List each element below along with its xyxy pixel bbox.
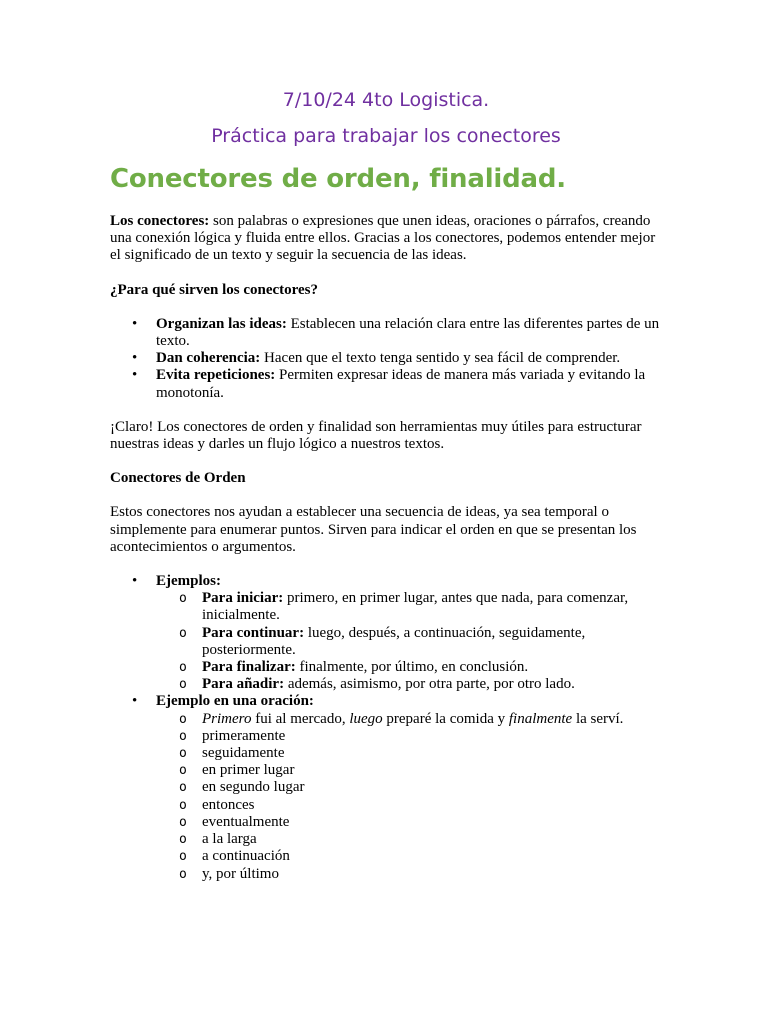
intro-text: son palabras o expresiones que unen ideas, oraciones o párrafos, creando una conexión lógica y fluida entre ellos. Gracias a los conectores, podemos entender mejor el significado de un texto y seguir la secuencia de las ideas. [110,213,656,264]
list-item: o y, por último [202,866,662,883]
list-item [156,573,662,693]
list-item [156,693,662,882]
list-item: o a continuación [202,848,662,865]
list-item: o primeramente [202,728,662,745]
item-term: Para finalizar: [202,659,296,676]
list-item: o entonces [202,797,662,814]
purpose-heading [110,282,662,299]
order-paragraph: Estos conectores nos ayudan a establecer una secuencia de ideas, ya sea temporal o simplemente para enumerar puntos. Sirven para indicar el orden en que se presentan los acontecimientos o argumentos. [110,504,637,555]
item-term: Para iniciar: [202,590,284,607]
examples-label: Ejemplos: [156,573,221,590]
list-item: o seguidamente [202,745,662,762]
item-term: Para continuar: [202,624,305,641]
connector-word: finalmente [508,710,573,727]
sentence-text: preparé la comida y [382,710,509,727]
sentence-text: fui al mercado, [251,710,350,727]
connector-word: luego [349,710,383,727]
list-item [202,676,662,693]
item-term: Dan coherencia: [156,350,261,367]
item-term: Para añadir: [202,676,285,693]
list-item [156,367,662,401]
order-heading-text: Conectores de Orden [110,470,246,487]
date-course-line: 7/10/24 4to Logistica. [282,89,490,111]
list-item [156,316,662,350]
list-item [202,659,662,676]
purpose-list [110,316,662,402]
order-examples-list [110,573,662,883]
connector-word: Primero [202,710,252,727]
claro-paragraph: ¡Claro! Los conectores de orden y finalidad son herramientas muy útiles para estructurar nuestras ideas y darles un flujo lógico a nuestros textos. [110,418,642,453]
sentence-text: la serví. [572,710,624,727]
sentence-example-label: Ejemplo en una oración: [156,693,314,710]
item-text: luego, después, a continuación, seguidamente, posteriormente. [202,624,586,658]
list-item: o a la larga [202,831,662,848]
example-sentence [202,711,662,728]
item-text: Permiten expresar ideas de manera más variada y evitando la monotonía. [156,367,646,401]
item-term: Organizan las ideas: [156,315,287,332]
list-item [202,590,662,624]
purpose-heading-text: ¿Para qué sirven los conectores? [110,281,319,298]
intro-term: Los conectores: [110,213,210,229]
document-subtitle: Práctica para trabajar los conectores [211,125,561,147]
list-item: o en segundo lugar [202,779,662,796]
examples-sublist [156,590,662,693]
page-title: Conectores de orden, finalidad. [110,164,566,194]
item-text: Establecen una relación clara entre las diferentes partes de un texto. [156,315,660,350]
list-item [156,350,662,367]
list-item [202,625,662,659]
order-heading [110,470,662,487]
item-text: además, asimismo, por otra parte, por otro lado. [284,676,575,693]
item-text: finalmente, por último, en conclusión. [295,659,529,676]
intro-paragraph [110,213,662,265]
document-content [110,84,662,883]
item-text: primero, en primer lugar, antes que nada, para comenzar, inicialmente. [202,590,629,624]
list-item: o en primer lugar [202,762,662,779]
list-item: o eventualmente [202,814,662,831]
sentence-example-sublist [156,711,662,883]
item-text: Hacen que el texto tenga sentido y sea fácil de comprender. [260,350,621,367]
item-term: Evita repeticiones: [156,367,276,384]
